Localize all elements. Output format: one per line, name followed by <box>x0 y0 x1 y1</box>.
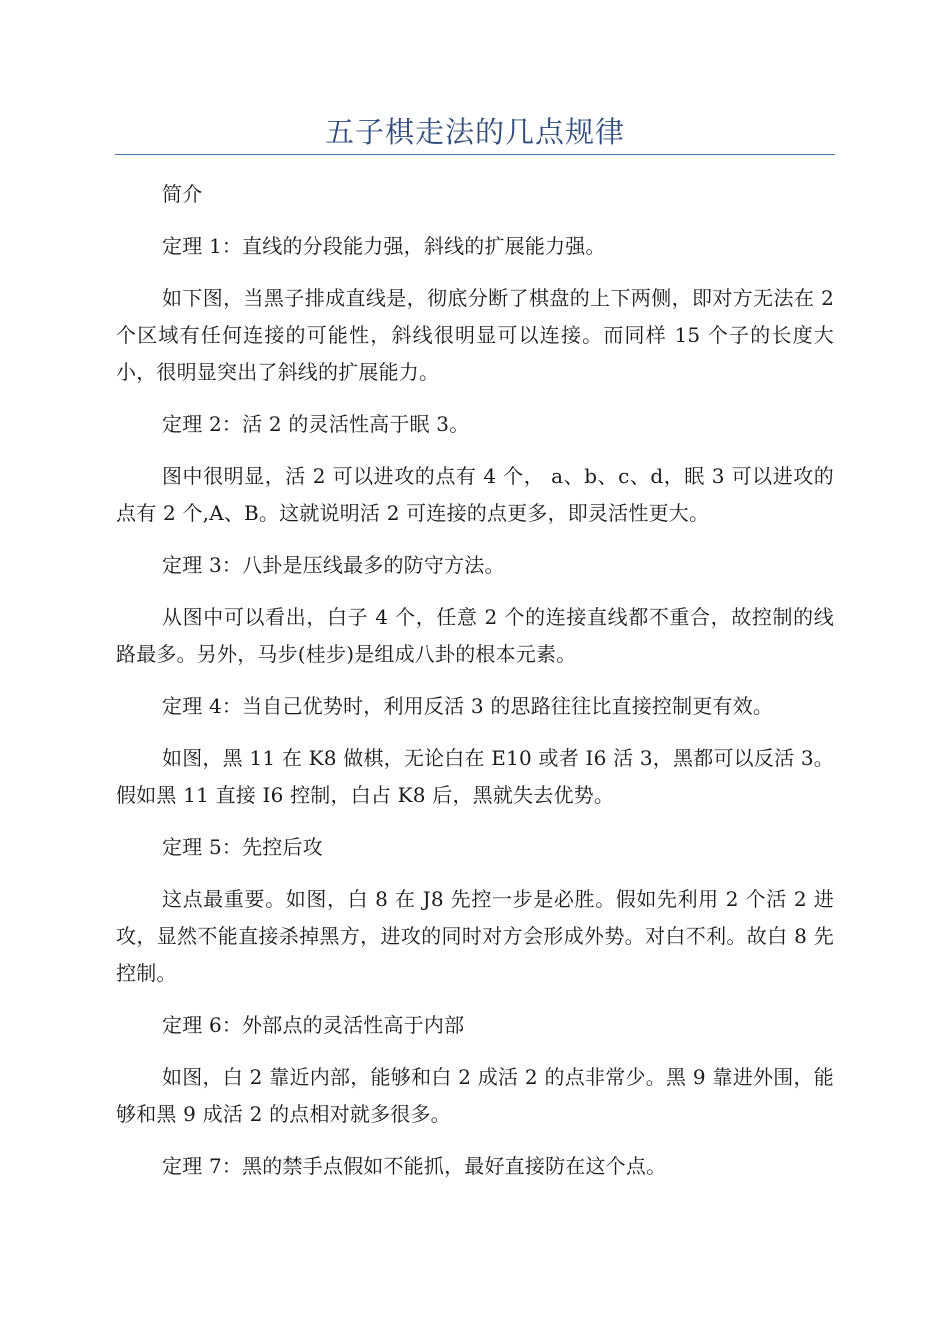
document-body <box>116 176 834 1200</box>
title-underline <box>115 154 835 155</box>
paragraph-theorem-4-explanation: 如图，黑 11 在 K8 做棋，无论白在 E10 或者 I6 活 3，黑都可以反活 3。假如黑 11 直接 I6 控制，白占 K8 后，黑就失去优势。 <box>116 746 834 807</box>
paragraph-theorem-6-explanation: 如图，白 2 靠近内部，能够和白 2 成活 2 的点非常少。黑 9 靠进外围，能够和黑 9 成活 2 的点相对就多很多。 <box>116 1065 834 1126</box>
paragraph-intro: 简介 <box>162 182 203 206</box>
paragraph-theorem-6: 定理 6：外部点的灵活性高于内部 <box>162 1013 465 1037</box>
paragraph-theorem-4: 定理 4：当自己优势时，利用反活 3 的思路往往比直接控制更有效。 <box>162 694 774 718</box>
paragraph-theorem-1: 定理 1：直线的分段能力强，斜线的扩展能力强。 <box>162 234 606 258</box>
paragraph-theorem-2: 定理 2：活 2 的灵活性高于眠 3。 <box>162 412 470 436</box>
paragraph-theorem-1-explanation: 如下图，当黑子排成直线是，彻底分断了棋盘的上下两侧，即对方无法在 2 个区域有任何连接的可能性，斜线很明显可以连接。而同样 15 个子的长度大小，很明显突出了斜线的扩展能力。 <box>116 286 834 384</box>
paragraph-theorem-5: 定理 5：先控后攻 <box>162 835 323 859</box>
paragraph-theorem-7: 定理 7：黑的禁手点假如不能抓，最好直接防在这个点。 <box>162 1154 667 1178</box>
paragraph-theorem-2-explanation: 图中很明显，活 2 可以进攻的点有 4 个， a、b、c、d，眠 3 可以进攻的点有 2 个,A、B。这就说明活 2 可连接的点更多，即灵活性更大。 <box>116 464 834 525</box>
paragraph-theorem-3-explanation: 从图中可以看出，白子 4 个，任意 2 个的连接直线都不重合，故控制的线路最多。另外，马步(桂步)是组成八卦的根本元素。 <box>116 605 834 666</box>
paragraph-theorem-3: 定理 3：八卦是压线最多的防守方法。 <box>162 553 505 577</box>
document-title: 五子棋走法的几点规律 <box>324 115 625 149</box>
paragraph-theorem-5-explanation: 这点最重要。如图，白 8 在 J8 先控一步是必胜。假如先利用 2 个活 2 进攻，显然不能直接杀掉黑方，进攻的同时对方会形成外势。对白不利。故白 8 先控制。 <box>116 887 834 985</box>
